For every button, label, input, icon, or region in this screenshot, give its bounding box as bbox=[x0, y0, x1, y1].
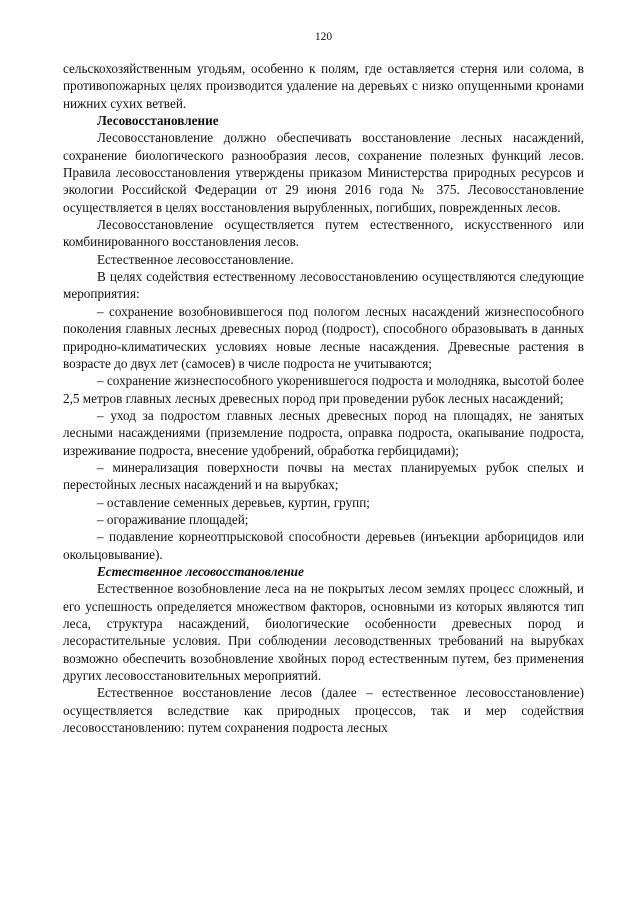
paragraph: В целях содействия естественному лесовосстановлению осуществляются следующие мероприятия: bbox=[63, 269, 584, 302]
paragraph: – подавление корнеотпрысковой способности деревьев (инъекции арборицидов или окольцовывание). bbox=[63, 529, 584, 562]
paragraph: – сохранение жизнеспособного укоренившегося подроста и молодняка, высотой более 2,5 метров главных лесных древесных пород при проведении рубок лесных насаждений; bbox=[63, 373, 584, 406]
paragraph: – минерализация поверхности почвы на местах планируемых рубок спелых и перестойных лесных насаждений и на вырубках; bbox=[63, 459, 584, 493]
page-number: 120 bbox=[314, 31, 333, 43]
paragraph: – сохранение возобновившегося под пологом лесных насаждений жизнеспособного поколения главных лесных древесных пород (подрост), способного образовывать в данных природно-климатических условиях новые лесные насаждения. Древесные растения в возрасте до двух лет (самосев) в числе подроста не учитываются; bbox=[63, 303, 584, 371]
paragraph: Лесовосстановление осуществляется путем естественного, искусственного или комбинированного восстановления лесов. bbox=[63, 217, 584, 250]
paragraph: – уход за подростом главных лесных древесных пород на площадях, не занятых лесными насаждениями (приземление подроста, оправка подроста, окапывание подроста, изреживание подроста, внесение удобрений, обработка гербицидами); bbox=[63, 407, 584, 458]
paragraph: Лесовосстановление должно обеспечивать восстановление лесных насаждений, сохранение биологического разнообразия лесов, сохранение полезных функций лесов. Правила лесовосстановления утверждены приказом Министерства природных ресурсов и экологии Российской Федерации от 29 июня 2016 года № 375. Лесовосстановление осуществляется в целях восстановления вырубленных, погибших, поврежденных лесов. bbox=[63, 130, 584, 215]
section-heading: Лесовосстановление bbox=[97, 113, 219, 129]
paragraph: – оставление семенных деревьев, куртин, групп; bbox=[97, 494, 370, 510]
paragraph: сельскохозяйственным угодьям, особенно к полям, где оставляется стерня или солома, в противопожарных целях производится удаление на деревьях с низко опущенными кронами нижних сухих ветвей. bbox=[63, 61, 584, 111]
paragraph: Естественное возобновление леса на не покрытых лесом землях процесс сложный, и его успешность определяется множеством факторов, основными из которых являются тип леса, структура насаждений, биологические особенности древесных пород и лесорастительные условия. При соблюдении лесоводственных требований на вырубках возможно обеспечить возобновление хвойных пород естественным путем, без применения других лесовосстановительных мероприятий. bbox=[63, 581, 584, 684]
paragraph: Естественное лесовосстановление. bbox=[97, 251, 294, 267]
body-text bbox=[63, 60, 584, 736]
section-heading: Естественное лесовосстановление bbox=[97, 563, 304, 579]
paragraph: – огораживание площадей; bbox=[97, 511, 249, 527]
paragraph: Естественное восстановление лесов (далее – естественное лесовосстановление) осуществляется вследствие как природных процессов, так и мер содействия лесовосстановлению: путем сохранения подроста лесных bbox=[63, 685, 584, 736]
